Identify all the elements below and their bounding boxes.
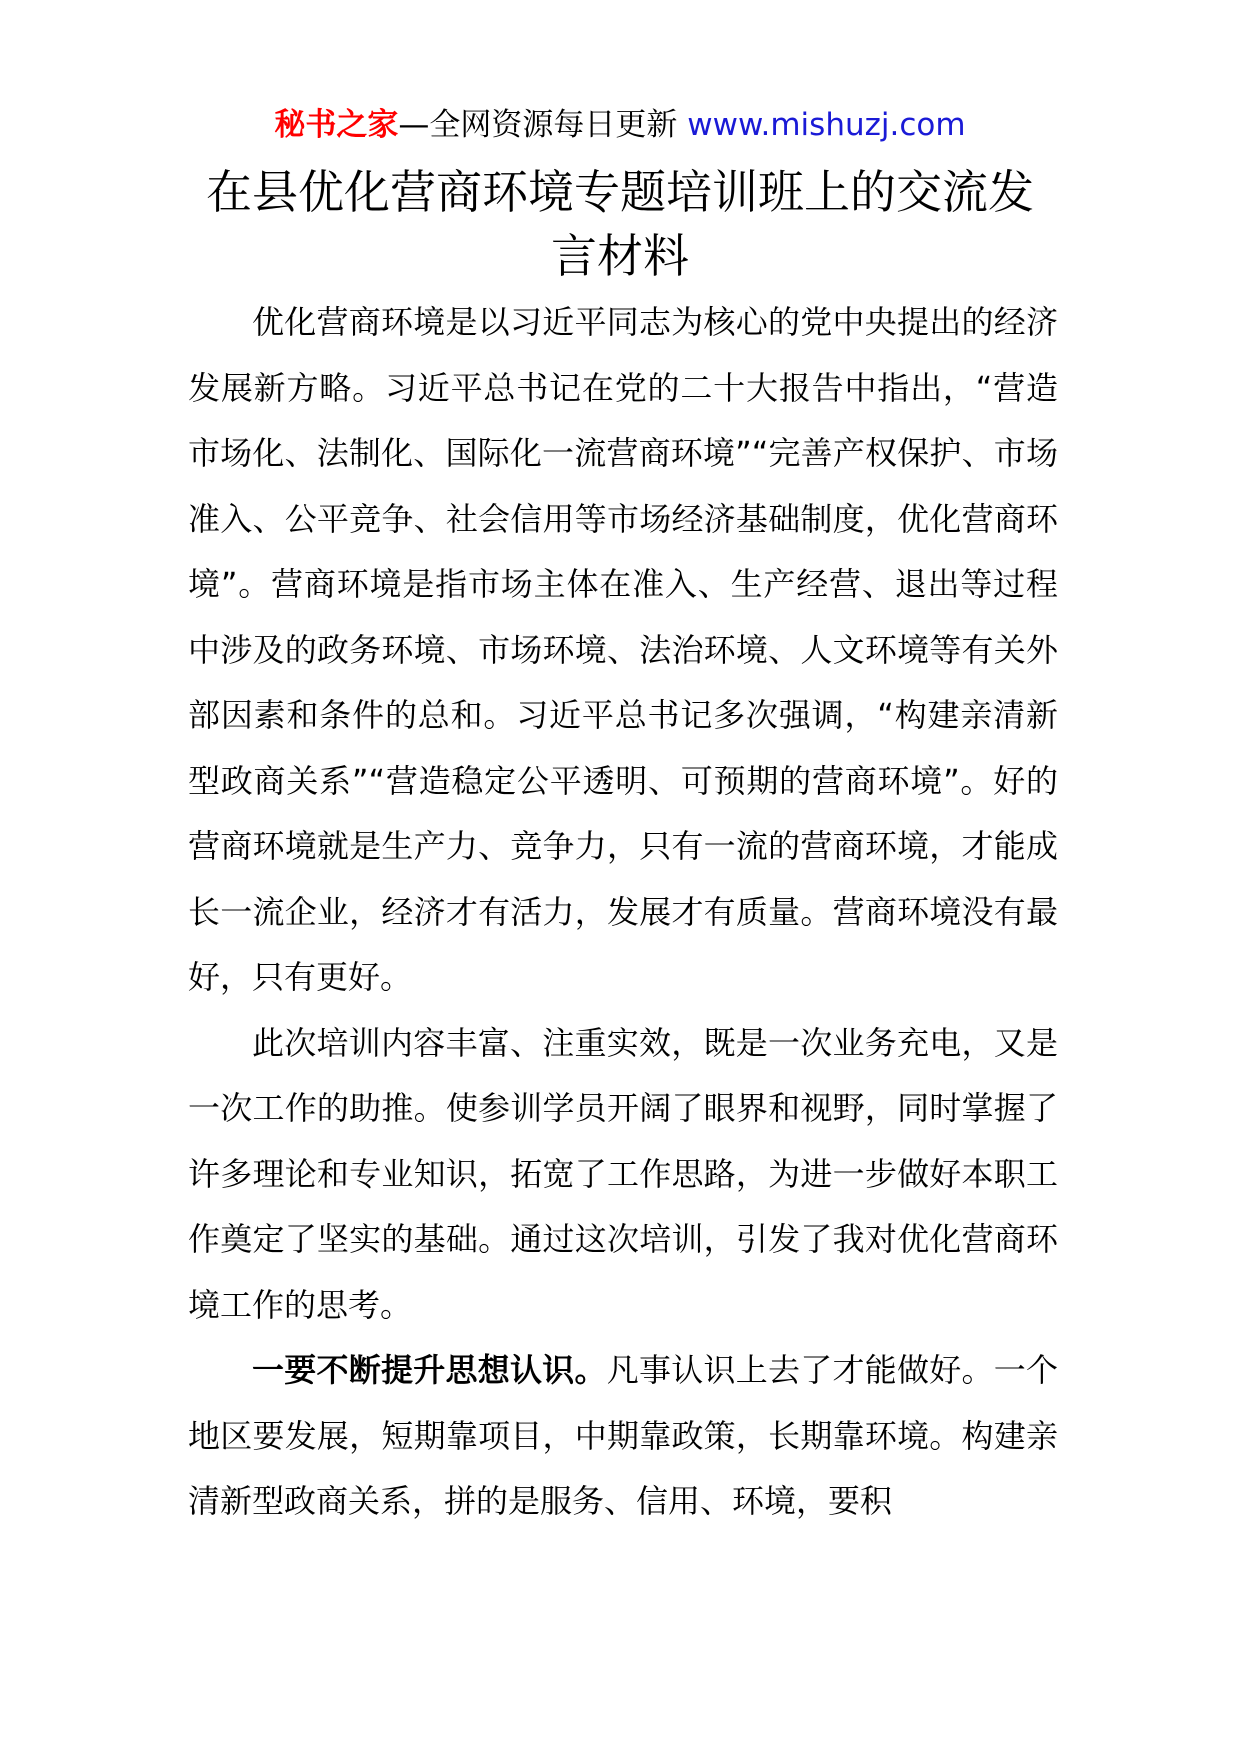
body-paragraph [188,1338,1058,1535]
paragraph-text: 此次培训内容丰富、注重实效，既是一次业务充电，又是一次工作的助推。使参训学员开阔了眼界和视野，同时掌握了许多理论和专业知识，拓宽了工作思路，为进一步做好本职工作奠定了坚实的基础。通过这次培训，引发了我对优化营商环境工作的思考。 [188,1023,1058,1324]
paragraph-text: 凡事认识上去了才能做好。一个地区要发展，短期靠项目，中期靠政策，长期靠环境。构建亲清新型政商关系，拼的是服务、信用、环境，要积 [188,1351,1058,1520]
site-brand: 秘书之家 [274,107,399,143]
paragraph-lead: 一要不断提升思想认识。 [252,1351,607,1389]
document-title: 在县优化营商环境专题培训班上的交流发言材料 [206,165,1034,283]
body-paragraph [188,1011,1058,1339]
paragraph-text: 优化营商环境是以习近平同志为核心的党中央提出的经济发展新方略。习近平总书记在党的二十大报告中指出，“营造市场化、法制化、国际化一流营商环境”“完善产权保护、市场准入、公平竞争、社会信用等市场经济基础制度，优化营商环境”。营商环境是指市场主体在准入、生产经营、退出等过程中涉及的政务环境、市场环境、法治环境、人文环境等有关外部因素和条件的总和。习近平总书记多次强调，“构建亲清新型政商关系”“营造稳定公平透明、可预期的营商环境”。好的营商环境就是生产力、竞争力，只有一流的营商环境，才能成长一流企业，经济才有活力，发展才有质量。营商环境没有最好，只有更好。 [188,303,1058,996]
document-body [188,290,1058,1535]
body-paragraph [188,290,1058,1011]
site-url-link[interactable]: www.mishuzj.com [687,107,966,143]
site-header [0,100,1240,150]
site-tagline: —全网资源每日更新 [398,107,678,143]
